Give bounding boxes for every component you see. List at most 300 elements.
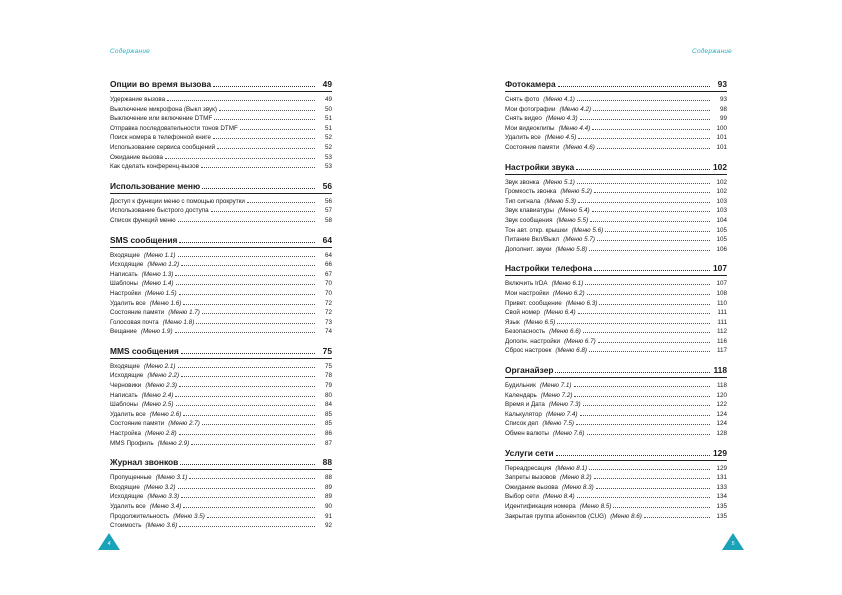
entry-title: Стоимость [110,522,142,530]
toc-entry[interactable] [110,521,332,531]
dot-leader [558,86,710,87]
dot-leader [176,284,315,285]
toc-entry[interactable] [110,419,332,429]
section-page-number: 64 [322,234,332,245]
section-page-number: 93 [717,79,727,89]
toc-entry[interactable] [505,391,727,401]
entry-title: Настройки [110,289,141,297]
entry-page-number: 111 [717,309,727,317]
entry-menu-ref: (Меню 7.5) [542,420,574,428]
dot-leader [207,517,315,518]
entry-title: Шаблоны [110,401,138,409]
section-page-number: 107 [713,263,727,274]
dot-leader [189,478,315,479]
entry-title: Привет. сообщение [505,299,562,307]
toc-entry[interactable] [505,289,727,299]
section-title: Фотокамера [505,79,556,89]
entry-title: Продолжительность [110,512,170,520]
dot-leader [179,526,315,527]
entry-menu-ref: (Меню 6.4) [543,309,576,317]
dot-leader [585,284,710,285]
toc-entry[interactable] [505,235,727,245]
entry-page-number: 122 [716,401,727,409]
toc-entry[interactable] [505,187,727,197]
toc-entry[interactable] [110,206,332,216]
section-title: Органайзер [505,365,554,376]
section-rule [110,247,332,248]
toc-section [505,162,727,255]
entry-page-number: 129 [716,464,727,472]
dot-leader [178,488,315,489]
entry-title: Входящие [110,251,140,259]
entry-page-number: 64 [324,251,332,259]
entry-title: MMS Профиль [110,439,154,447]
entry-title: Сброс настроек [505,347,552,355]
toc-entry[interactable] [110,400,332,410]
entry-page-number: 102 [716,188,727,196]
entry-title: Тип сигнала [505,197,541,205]
dot-leader [183,304,315,305]
entry-menu-ref: (Меню 4.6) [563,143,595,151]
entry-menu-ref: (Меню 1.9) [140,328,173,336]
entry-title: Использование сервиса сообщений [110,143,216,151]
entry-menu-ref: (Меню 6.8) [555,347,587,355]
entry-title: Время и Дата [505,401,545,409]
toc-section-heading[interactable] [505,79,727,90]
entry-page-number: 135 [716,512,727,520]
entry-menu-ref: (Меню 8.1) [555,464,588,472]
dot-leader [583,332,710,333]
entry-menu-ref: (Меню 3.3) [147,493,180,501]
toc-entry[interactable] [110,95,332,105]
entry-menu-ref: (Меню 8.6) [610,512,642,520]
entry-title: Удалить все [505,134,541,142]
dot-leader [183,507,315,508]
entry-menu-ref: (Меню 6.5) [523,318,556,326]
toc-entry[interactable] [505,410,727,420]
dot-leader [587,294,710,295]
entry-page-number: 91 [324,512,332,520]
entry-page-number: 70 [324,280,332,288]
toc-entry[interactable] [505,197,727,207]
dot-leader [574,386,711,387]
toc-entry[interactable] [505,400,727,410]
entry-menu-ref: (Меню 5.5) [556,216,589,224]
toc-entry[interactable] [110,133,332,143]
toc-entry[interactable] [505,105,727,115]
dot-leader [167,100,315,101]
entry-title: Черновики [110,382,142,390]
toc-entry[interactable] [110,473,332,483]
entry-title: Закрытая группа абонентов (CUG) [505,512,607,520]
entry-page-number: 79 [324,382,332,390]
toc-section [110,457,332,531]
entry-menu-ref: (Меню 3.5) [173,512,205,520]
toc-entry[interactable] [505,464,727,474]
dot-leader [181,497,315,498]
dot-leader [556,455,710,456]
dot-leader [175,396,315,397]
toc-entry[interactable] [505,95,727,105]
entry-title: Калькулятор [505,410,542,418]
entry-title: Удалить все [110,503,146,510]
toc-entry[interactable] [110,483,332,493]
section-title: Опции во время вызова [110,79,212,89]
dot-leader [176,405,315,406]
entry-menu-ref: (Меню 2.5) [141,401,174,409]
entry-title: Доступ к функции меню с помощью прокрутки [110,197,245,205]
toc-entry[interactable] [110,371,332,381]
toc-section-heading[interactable] [110,346,332,357]
entry-page-number: 70 [324,289,332,297]
dot-leader [578,138,710,139]
toc-entry[interactable] [110,512,332,522]
entry-page-number: 102 [716,178,727,186]
toc-entry[interactable] [110,299,332,309]
toc-section-heading[interactable] [505,365,727,376]
entry-menu-ref: (Меню 6.3) [565,299,598,307]
entry-title: Голосовая почта [110,318,159,326]
section-page-number: 49 [322,79,332,89]
dot-leader [596,488,710,489]
entry-title: Исходящие [110,493,144,501]
section-rule [505,377,727,378]
entry-title: Ожидание вызова [110,153,164,161]
toc-entry[interactable] [505,279,727,289]
entry-title: Как сделать конференц-вызов [110,163,199,171]
entry-title: Мои видеоклипы [505,124,555,132]
toc-entry[interactable] [110,260,332,270]
section-title: SMS сообщения [110,234,178,245]
toc-entry[interactable] [505,318,727,328]
entry-title: Мои фотографии [505,105,556,113]
entry-title: Тон авт. откр. крышки [505,226,568,234]
toc-entry[interactable] [110,124,332,134]
entry-menu-ref: (Меню 1.1) [143,251,176,259]
dot-leader [213,86,315,87]
section-page-number: 129 [713,447,727,458]
toc-section-heading[interactable] [110,457,332,468]
toc-entry[interactable] [110,216,332,226]
entry-page-number: 133 [716,483,727,491]
entry-menu-ref: (Меню 6.7) [564,337,596,345]
toc-entry[interactable] [505,216,727,226]
toc-section-heading[interactable] [110,235,332,246]
toc-entry[interactable] [110,362,332,372]
entry-page-number: 117 [716,347,727,355]
toc-entry[interactable] [110,143,332,153]
section-page-number: 56 [322,180,332,191]
toc-entry[interactable] [110,162,332,172]
entry-menu-ref: (Меню 2.8) [145,430,177,438]
entry-title: Входящие [110,483,140,491]
entry-page-number: 57 [324,207,332,215]
toc-section [505,365,727,439]
entry-title: Снять фото [505,96,540,103]
toc-entry[interactable] [505,114,727,124]
entry-menu-ref: (Меню 1.8) [162,318,195,326]
section-rule [110,358,332,359]
entry-menu-ref: (Меню 3.1) [155,474,188,482]
entry-menu-ref: (Меню 1.4) [141,280,174,288]
section-rule [110,193,332,194]
entry-menu-ref: (Меню 7.1) [539,382,572,390]
section-rule [505,275,727,276]
entry-page-number: 66 [324,261,332,269]
toc-entry[interactable] [110,492,332,502]
entry-title: Календарь [505,391,537,399]
entry-page-number: 51 [324,115,332,123]
entry-title: Пропущенные [110,474,152,482]
running-header-left: Содержание [110,48,150,55]
entry-title: Настройка [110,430,141,438]
dot-leader [578,202,710,203]
entry-page-number: 78 [324,372,332,380]
section-rule [110,91,332,92]
entry-page-number: 88 [324,474,332,482]
entry-page-number: 105 [716,226,727,234]
toc-entry[interactable] [505,206,727,216]
entry-page-number: 120 [716,391,727,399]
toc-section-heading[interactable] [110,79,332,90]
entry-title: Написать [110,391,138,399]
toc-section [110,346,332,448]
toc-entry[interactable] [505,133,727,143]
toc-entry[interactable] [110,381,332,391]
entry-title: Переадресация [505,464,552,472]
toc-entry[interactable] [505,492,727,502]
toc-entry[interactable] [505,308,727,318]
entry-page-number: 74 [324,328,332,336]
entry-page-number: 58 [324,216,332,224]
dot-leader [580,415,710,416]
toc-section-heading[interactable] [505,448,727,459]
dot-leader [202,188,315,189]
toc-entry[interactable] [505,483,727,493]
entry-page-number: 112 [716,328,727,336]
toc-entry[interactable] [505,299,727,309]
dot-leader [605,231,710,232]
toc-section [110,181,332,226]
entry-page-number: 67 [324,270,332,278]
entry-title: Исходящие [110,261,144,269]
dot-leader [576,424,710,425]
section-page-number: 75 [322,345,332,356]
dot-leader [576,169,710,170]
dot-leader [179,242,315,243]
entry-page-number: 85 [324,420,332,428]
entry-title: Состояние памяти [505,143,560,151]
entry-title: Ожидание вызова [505,483,559,491]
entry-menu-ref: (Меню 4.5) [544,134,577,142]
entry-menu-ref: (Меню 3.6) [145,522,178,530]
entry-title: Состояние памяти [110,309,165,317]
entry-title: Состояние памяти [110,420,165,428]
entry-menu-ref: (Меню 5.2) [560,188,592,196]
toc-entry[interactable] [110,197,332,207]
toc-entry[interactable] [110,410,332,420]
toc-entry[interactable] [505,226,727,236]
entry-page-number: 131 [716,474,727,482]
entry-page-number: 103 [716,207,727,215]
dot-leader [593,110,710,111]
entry-title: Список дел [505,420,539,428]
entry-menu-ref: (Меню 1.2) [147,261,180,269]
entry-menu-ref: (Меню 1.7) [168,309,200,317]
dot-leader [175,275,315,276]
toc-entry[interactable] [505,512,727,522]
entry-menu-ref: (Меню 6.6) [549,328,581,336]
dot-leader [644,517,710,518]
toc-section-heading[interactable] [505,162,727,173]
dot-leader [179,386,315,387]
entry-menu-ref: (Меню 5.1) [543,178,575,186]
entry-page-number: 124 [716,420,727,428]
toc-entry[interactable] [110,439,332,449]
entry-title: Звук звонка [505,178,540,186]
entry-page-number: 84 [324,401,332,409]
entry-menu-ref: (Меню 4.4) [558,124,591,132]
section-page-number: 88 [322,457,332,468]
entry-title: Шаблоны [110,280,138,288]
toc-entry[interactable] [505,419,727,429]
toc-entry[interactable] [505,381,727,391]
entry-title: Входящие [110,362,140,370]
entry-page-number: 105 [716,236,727,244]
dot-leader [597,240,710,241]
toc-entry[interactable] [110,251,332,261]
dot-leader [577,183,710,184]
entry-menu-ref: (Меню 6.2) [552,289,585,297]
entry-page-number: 52 [324,143,332,151]
dot-leader [594,270,710,271]
toc-entry[interactable] [110,391,332,401]
entry-page-number: 92 [324,522,332,530]
entry-menu-ref: (Меню 5.4) [557,207,590,215]
dot-leader [555,372,710,373]
entry-page-number: 107 [716,280,727,288]
entry-menu-ref: (Меню 7.2) [540,391,573,399]
dot-leader [613,507,710,508]
toc-section [110,79,332,172]
toc-entry[interactable] [505,429,727,439]
toc-entry[interactable] [110,318,332,328]
dot-leader [594,192,710,193]
entry-page-number: 51 [324,124,332,132]
entry-title: Звук клавиатуры [505,207,554,215]
entry-page-number: 53 [324,153,332,161]
entry-menu-ref: (Меню 8.3) [562,483,594,491]
toc-entry[interactable] [110,327,332,337]
entry-page-number: 56 [324,197,332,205]
entry-page-number: 86 [324,430,332,438]
running-header-right: Содержание [692,48,732,55]
toc-entry[interactable] [110,153,332,163]
section-title: Журнал звонков [110,457,179,468]
entry-menu-ref: (Меню 4.3) [545,115,578,123]
entry-menu-ref: (Меню 8.4) [542,493,575,501]
toc-entry[interactable] [505,124,727,134]
toc-entry[interactable] [505,337,727,347]
dot-leader [179,434,315,435]
entry-page-number: 108 [716,289,727,297]
section-title: Услуги сети [505,447,554,458]
toc-entry[interactable] [505,346,727,356]
entry-page-number: 50 [324,105,332,113]
entry-title: Исходящие [110,372,144,380]
toc-entry[interactable] [505,143,727,153]
dot-leader [180,464,315,465]
dot-leader [181,265,315,266]
toc-entry[interactable] [505,502,727,512]
section-rule [505,174,727,175]
toc-entry[interactable] [505,473,727,483]
entry-menu-ref: (Меню 3.2) [143,483,176,491]
dot-leader [247,202,315,203]
toc-section-heading[interactable] [505,263,727,274]
toc-entry[interactable] [505,178,727,188]
dot-leader [594,478,710,479]
entry-menu-ref: (Меню 3.4) [149,503,182,510]
entry-menu-ref: (Меню 2.1) [143,362,176,370]
entry-title: Включить IrDA [505,280,548,288]
entry-page-number: 89 [324,493,332,501]
toc-section [110,235,332,337]
toc-entry[interactable] [505,327,727,337]
dot-leader [201,167,315,168]
toc-section-heading[interactable] [110,181,332,192]
toc-section [505,79,727,153]
entry-page-number: 118 [716,382,727,390]
toc-column-left [110,79,332,540]
entry-menu-ref: (Меню 8.5) [579,503,612,510]
entry-title: Выключение микрофона (Выкл звук) [110,105,218,113]
dot-leader [577,100,710,101]
entry-title: Выбор сети [505,493,539,501]
toc-entry[interactable] [110,105,332,115]
entry-page-number: 98 [719,105,727,113]
toc-section [505,448,727,522]
dot-leader [202,313,315,314]
entry-page-number: 116 [716,337,727,345]
toc-entry[interactable] [110,279,332,289]
toc-entry[interactable] [505,245,727,255]
entry-title: Питание Вкл/Выкл [505,236,560,244]
dot-leader [178,256,315,257]
toc-entry[interactable] [110,270,332,280]
toc-entry[interactable] [110,308,332,318]
entry-title: Написать [110,270,138,278]
entry-title: Использование быстрого доступа [110,207,209,215]
dot-leader [214,119,315,120]
dot-leader [213,138,315,139]
entry-menu-ref: (Меню 7.3) [548,401,581,409]
entry-page-number: 128 [716,430,727,438]
entry-title: Свой номер [505,309,540,317]
section-page-number: 102 [713,161,727,172]
toc-entry[interactable] [110,114,332,124]
entry-title: Дополн. настройки [505,337,561,345]
entry-page-number: 72 [324,299,332,307]
entry-page-number: 106 [716,245,727,253]
dot-leader [240,129,315,130]
toc-entry[interactable] [110,429,332,439]
toc-entry[interactable] [110,502,332,512]
section-title: Настройки телефона [505,263,593,274]
toc-entry[interactable] [110,289,332,299]
entry-menu-ref: (Меню 2.7) [168,420,200,428]
entry-page-number: 103 [716,197,727,205]
